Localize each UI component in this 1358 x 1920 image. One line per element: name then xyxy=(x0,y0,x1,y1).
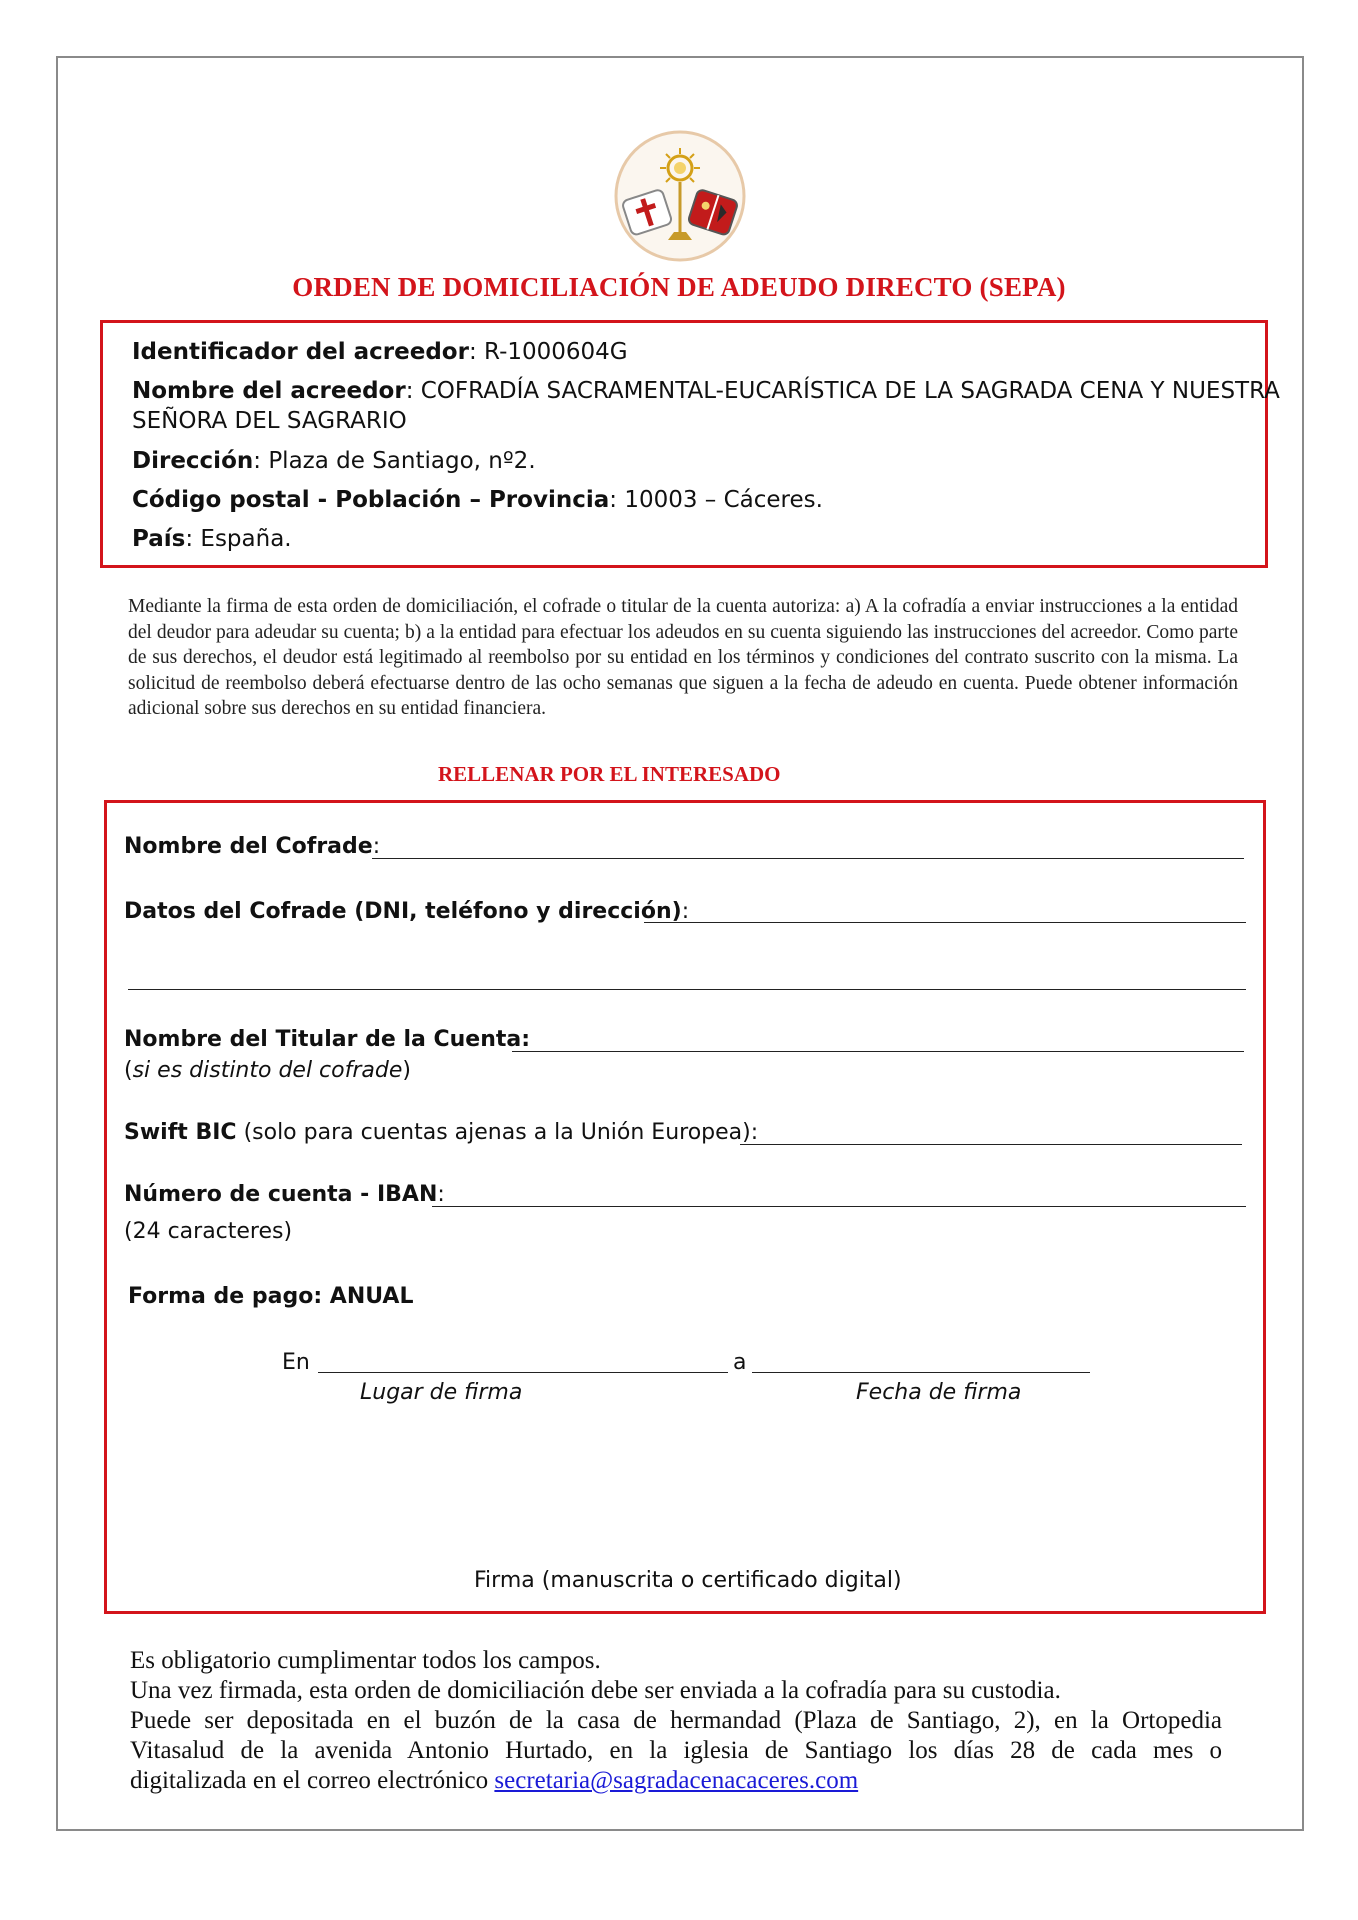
footer-line-4: Vitasalud de la avenida Antonio Hurtado, en la iglesia de Santiago los días 28 de cada mes o xyxy=(130,1737,1222,1764)
footer-line-3: Puede ser depositada en el buzón de la casa de hermandad (Plaza de Santiago, 2), en la Ortopedia xyxy=(130,1707,1222,1734)
document-title: ORDEN DE DOMICILIACIÓN DE ADEUDO DIRECTO (SEPA) xyxy=(292,272,1066,302)
section-subtitle: RELLENAR POR EL INTERESADO xyxy=(438,762,781,786)
creditor-id: Identificador del acreedor: R-1000604G xyxy=(132,339,628,365)
iban-label: Número de cuenta - IBAN xyxy=(124,1182,438,1207)
footer-email-prefix: digitalizada en el correo electrónico xyxy=(130,1767,489,1794)
swift-line[interactable] xyxy=(740,1144,1242,1145)
creditor-address-value: Plaza de Santiago, nº2. xyxy=(268,448,536,474)
account-holder-note: (si es distinto del cofrade) xyxy=(124,1058,411,1083)
iban-line[interactable] xyxy=(432,1206,1246,1207)
cofrade-data-field: Datos del Cofrade (DNI, teléfono y dirección): xyxy=(124,899,690,924)
iban-note: (24 caracteres) xyxy=(124,1219,293,1244)
creditor-name-cont: SEÑORA DEL SAGRARIO xyxy=(132,408,407,434)
payment-label: Forma de pago xyxy=(128,1284,314,1309)
creditor-name-value: COFRADÍA SACRAMENTAL-EUCARÍSTICA DE LA SAGRADA CENA Y NUESTRA xyxy=(420,378,1280,404)
cofrade-name-field: Nombre del Cofrade: xyxy=(124,834,381,859)
creditor-country: País: España. xyxy=(132,526,292,552)
account-holder-line[interactable] xyxy=(512,1051,1244,1052)
iban-field: Número de cuenta - IBAN: xyxy=(124,1182,445,1207)
date-caption: Fecha de firma xyxy=(856,1380,1022,1405)
creditor-address: Dirección: Plaza de Santiago, nº2. xyxy=(132,448,536,474)
creditor-name-label: Nombre del acreedor xyxy=(132,378,406,404)
creditor-id-label: Identificador del acreedor xyxy=(132,339,469,365)
place-prefix: En xyxy=(282,1350,310,1375)
email-link[interactable]: secretaria@sagradacenacaceres.com xyxy=(494,1767,859,1794)
signature-caption: Firma (manuscrita o certificado digital) xyxy=(474,1568,902,1593)
cofrade-data-label: Datos del Cofrade (DNI, teléfono y dirección) xyxy=(124,899,682,924)
footer-line-2: Una vez firmada, esta orden de domiciliación debe ser enviada a la cofradía para su custodia. xyxy=(130,1677,1061,1704)
swift-note: (solo para cuentas ajenas a la Unión Europea): xyxy=(243,1120,759,1145)
account-holder-field xyxy=(124,1027,530,1052)
cofradia-crest-icon xyxy=(612,128,748,264)
swift-label: Swift BIC xyxy=(124,1120,237,1145)
creditor-postal-value: 10003 – Cáceres. xyxy=(624,487,823,513)
date-line[interactable] xyxy=(752,1372,1090,1373)
cofrade-data-line[interactable] xyxy=(644,922,1246,923)
place-line[interactable] xyxy=(318,1372,728,1373)
account-holder-label: Nombre del Titular de la Cuenta: xyxy=(124,1027,531,1052)
creditor-postal-label: Código postal - Población – Provincia xyxy=(132,487,610,513)
creditor-country-label: País xyxy=(132,526,186,552)
footer-line-5 xyxy=(130,1766,1222,1796)
creditor-name: Nombre del acreedor: COFRADÍA SACRAMENTAL-EUCARÍSTICA DE LA SAGRADA CENA Y NUESTRA xyxy=(132,378,1280,404)
footer-notes xyxy=(130,1646,1222,1796)
creditor-country-value: España. xyxy=(200,526,292,552)
date-prefix: a xyxy=(733,1350,747,1375)
place-caption: Lugar de firma xyxy=(360,1380,523,1405)
creditor-id-value: R-1000604G xyxy=(484,339,628,365)
account-holder-note-text: si es distinto del cofrade xyxy=(132,1058,403,1083)
footer-line-1: Es obligatorio cumplimentar todos los campos. xyxy=(130,1647,601,1674)
payment-value: ANUAL xyxy=(329,1284,414,1309)
legal-paragraph: Mediante la firma de esta orden de domiciliación, el cofrade o titular de la cuenta autoriza: a) A la cofradía a enviar instrucciones a la entidad del deudor para adeudar su cuenta; b) a la entidad para efectuar los adeudos en su cuenta siguiendo las instrucciones del acreedor. Como parte de sus derechos, el deudor está legitimado al reembolso por su entidad en los términos y condiciones del contrato suscrito con la misma. La solicitud de reembolso deberá efectuarse dentro de las ocho semanas que siguen a la fecha de adeudo en cuenta. Puede obtener información adicional sobre sus derechos en su entidad financiera. xyxy=(128,596,1238,719)
cofrade-data-line-2[interactable] xyxy=(128,989,1246,990)
cofrade-name-label: Nombre del Cofrade xyxy=(124,834,373,859)
cofrade-name-line[interactable] xyxy=(372,858,1244,859)
creditor-postal: Código postal - Población – Provincia: 10003 – Cáceres. xyxy=(132,487,823,513)
swift-field xyxy=(124,1120,758,1145)
creditor-address-label: Dirección xyxy=(132,448,254,474)
payment-field: Forma de pago: ANUAL xyxy=(128,1284,414,1309)
